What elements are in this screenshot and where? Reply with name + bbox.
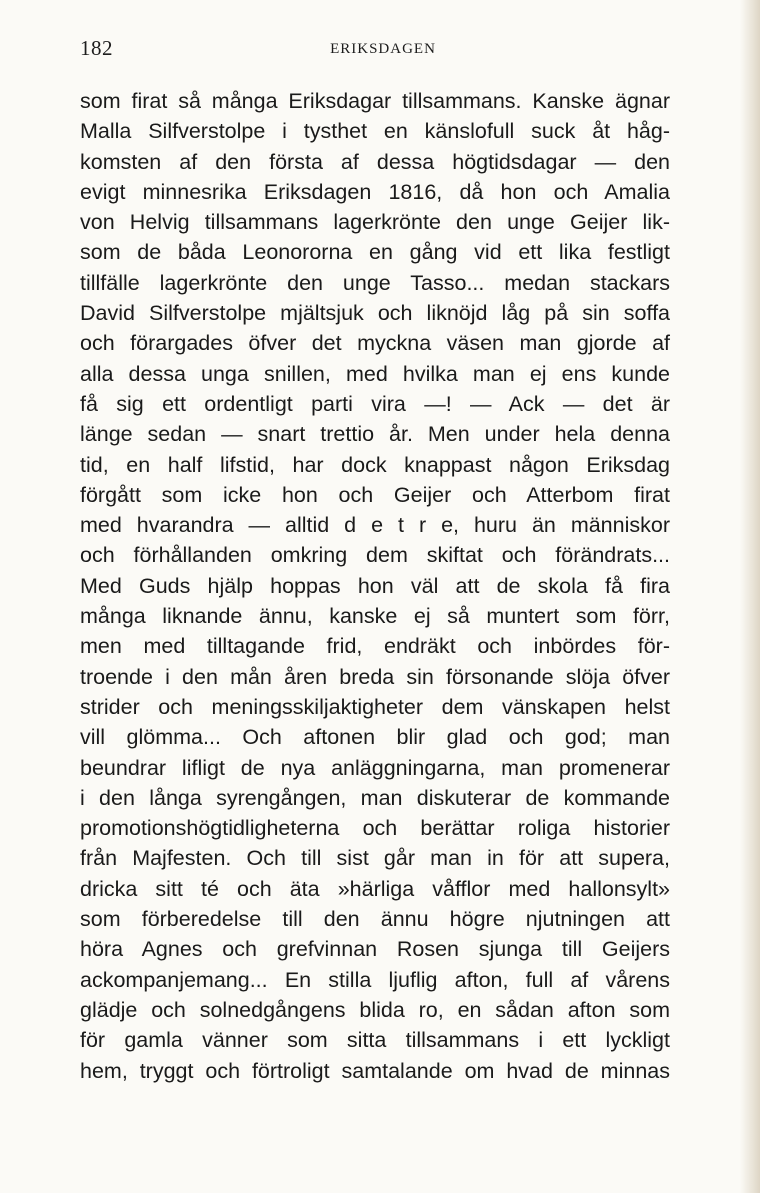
text-line: få sig ett ordentligt parti vira —! — Ack — det är [80,391,670,416]
page-number: 182 [80,36,113,60]
text-line: Med Guds hjälp hoppas hon väl att de skola få fira [80,573,670,598]
text-line: Malla Silfverstolpe i tysthet en känslofull suck åt håg- [80,119,670,144]
text-line: som förberedelse till den ännu högre njutningen att [80,907,670,932]
text-line: men med tilltagande frid, endräkt och inbördes för- [80,634,670,659]
text-line: för gamla vänner som sitta tillsammans i ett lyckligt [80,1028,670,1053]
text-line: alla dessa unga snillen, med hvilka man ej ens kunde [80,361,670,386]
text-line: förgått som icke hon och Geijer och Atterbom firat [80,482,670,507]
text-line: troende i den mån åren breda sin försonande slöja öfver [80,664,670,689]
text-line: komsten af den första af dessa högtidsdagar — den [80,149,670,174]
text-line: som de båda Leonororna en gång vid ett lika festligt [80,240,670,265]
text-line: ackompanjemang... En stilla ljuflig afton, full af vårens [80,967,670,992]
text-line: höra Agnes och grefvinnan Rosen sjunga till Geijers [80,937,670,962]
text-line: och förhållanden omkring dem skiftat och förändrats... [80,543,670,568]
text-line: von Helvig tillsammans lagerkrönte den unge Geijer lik- [80,210,670,235]
text-line: David Silfverstolpe mjältsjuk och liknöjd låg på sin soffa [80,301,670,326]
text-line: tillfälle lagerkrönte den unge Tasso... medan stackars [80,270,670,295]
page-edge-shadow [740,0,760,1193]
text-line: som firat så många Eriksdagar tillsammans. Kanske ägnar [80,89,670,113]
text-line: med hvarandra — alltid d e t r e, huru än människor [80,513,670,538]
text-line: evigt minnesrika Eriksdagen 1816, då hon och Amalia [80,179,670,204]
text-line: glädje och solnedgångens blida ro, en sådan afton som [80,997,670,1022]
text-line: dricka sitt té och äta »härliga våfflor med hallonsylt» [80,876,670,901]
text-line: i den långa syrengången, man diskuterar de kommande [80,785,670,810]
text-line: promotionshögtidligheterna och berättar roliga historier [80,816,670,841]
running-head: ERIKSDAGEN [330,41,436,57]
text-line: vill glömma... Och aftonen blir glad och god; man [80,725,670,750]
text-line: och förargades öfver det myckna väsen man gjorde af [80,331,670,356]
text-line: strider och meningsskiljaktigheter dem vänskapen helst [80,694,670,719]
text-line: hem, tryggt och förtroligt samtalande om hvad de minnas [80,1058,670,1083]
text-line: tid, en half lifstid, har dock knappast någon Eriksdag [80,452,670,477]
body-text [80,86,670,1086]
text-line: länge sedan — snart trettio år. Men under hela denna [80,422,670,447]
text-line: från Majfesten. Och till sist går man in för att supera, [80,846,670,871]
text-line: många liknande ännu, kanske ej så muntert som förr, [80,604,670,629]
text-line: beundrar lifligt de nya anläggningarna, man promenerar [80,755,670,780]
